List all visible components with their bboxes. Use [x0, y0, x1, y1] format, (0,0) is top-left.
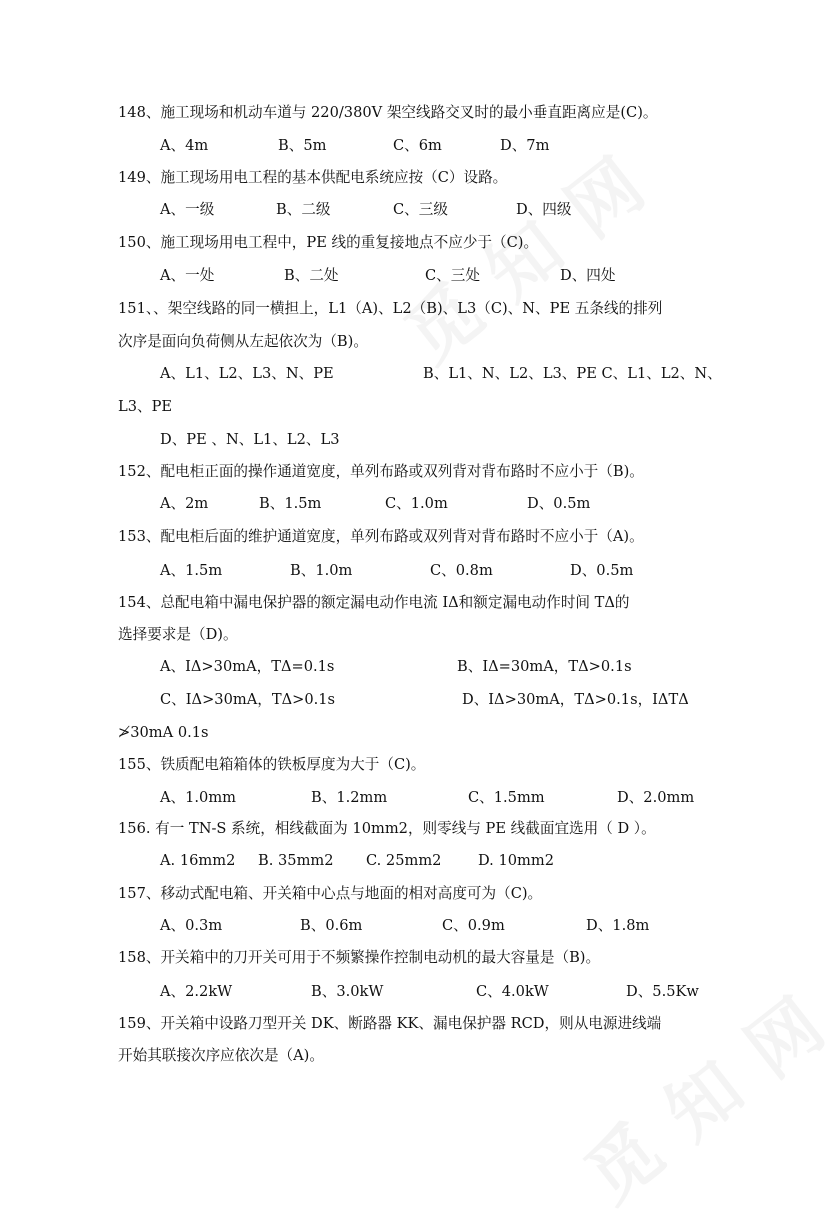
- question-155-option-b: B、1.2mm: [311, 789, 388, 806]
- question-155-stem: 155、铁质配电箱箱体的铁板厚度为大于（C)。: [118, 756, 426, 773]
- question-157-option-a: A、0.3m: [160, 917, 223, 934]
- question-148-option-d: D、7m: [500, 137, 550, 154]
- question-157-stem: 157、移动式配电箱、开关箱中心点与地面的相对高度可为（C)。: [118, 885, 543, 902]
- question-150-stem: 150、施工现场用电工程中，PE 线的重复接地点不应少于（C)。: [118, 234, 539, 251]
- question-155-option-d: D、2.0mm: [617, 789, 695, 806]
- question-157-option-d: D、1.8m: [586, 917, 650, 934]
- question-151-option-d: D、PE 、N、L1、L2、L3: [160, 431, 340, 448]
- question-151-stem-line1: 151、、架空线路的同一横担上，L1（A)、L2（B)、L3（C)、N、PE 五条线的排列: [118, 300, 663, 317]
- question-156-option-a: A. 16mm2: [160, 852, 236, 869]
- question-151-option-a: A、L1、L2、L3、N、PE: [160, 365, 334, 382]
- question-150-option-b: B、二处: [284, 267, 339, 284]
- question-158-option-a: A、2.2kW: [160, 983, 233, 1000]
- question-153-option-c: C、0.8m: [430, 562, 493, 579]
- question-150-option-a: A、一处: [160, 267, 215, 284]
- question-156-option-c: C. 25mm2: [366, 852, 442, 869]
- question-149-option-d: D、四级: [516, 201, 572, 218]
- question-149-option-b: B、二级: [276, 201, 331, 218]
- question-154-option-d-wrap: ≯30mA 0.1s: [118, 724, 209, 741]
- question-148-stem: 148、施工现场和机动车道与 220/380V 架空线路交叉时的最小垂直距离应是(C)。: [118, 104, 658, 121]
- question-150-option-c: C、三处: [425, 267, 480, 284]
- question-155-option-c: C、1.5mm: [468, 789, 545, 806]
- question-152-option-b: B、1.5m: [259, 495, 322, 512]
- question-158-option-c: C、4.0kW: [476, 983, 549, 1000]
- question-157-option-b: B、0.6m: [300, 917, 363, 934]
- question-153-option-d: D、0.5m: [570, 562, 634, 579]
- question-149-option-c: C、三级: [393, 201, 448, 218]
- question-153-option-b: B、1.0m: [290, 562, 353, 579]
- question-158-option-b: B、3.0kW: [311, 983, 384, 1000]
- question-159-stem-line2: 开始其联接次序应依次是（A)。: [118, 1047, 324, 1064]
- question-154-stem-line1: 154、总配电箱中漏电保护器的额定漏电动作电流 IΔ和额定漏电动作时间 TΔ的: [118, 594, 630, 611]
- question-157-option-c: C、0.9m: [442, 917, 505, 934]
- question-154-option-a: A、IΔ>30mA，TΔ=0.1s: [160, 658, 335, 675]
- question-154-option-c: C、IΔ>30mA，TΔ>0.1s: [160, 691, 336, 708]
- question-155-option-a: A、1.0mm: [160, 789, 237, 806]
- question-159-stem-line1: 159、开关箱中设路刀型开关 DK、断路器 KK、漏电保护器 RCD，则从电源进线端: [118, 1015, 662, 1032]
- question-149-stem: 149、施工现场用电工程的基本供配电系统应按（C）设路。: [118, 169, 508, 186]
- question-158-stem: 158、开关箱中的刀开关可用于不频繁操作控制电动机的最大容量是（B)。: [118, 949, 601, 966]
- question-151-option-b-c: B、L1、N、L2、L3、PE C、L1、L2、N、: [423, 365, 722, 382]
- question-154-option-d: D、IΔ>30mA，TΔ>0.1s，IΔTΔ: [462, 691, 689, 708]
- question-156-stem: 156. 有一 TN-S 系统，相线截面为 10mm2，则零线与 PE 线截面宜选用（ D ）。: [118, 820, 656, 837]
- question-152-stem: 152、配电柜正面的操作通道宽度，单列布路或双列背对背布路时不应小于（B)。: [118, 463, 644, 480]
- question-152-option-d: D、0.5m: [527, 495, 591, 512]
- question-151-option-c-wrap: L3、PE: [118, 398, 173, 415]
- question-152-option-c: C、1.0m: [385, 495, 448, 512]
- question-158-option-d: D、5.5Kw: [626, 983, 699, 1000]
- question-149-option-a: A、一级: [160, 201, 215, 218]
- question-156-option-d: D. 10mm2: [478, 852, 554, 869]
- question-154-option-b: B、IΔ=30mA，TΔ>0.1s: [457, 658, 632, 675]
- question-148-option-b: B、5m: [278, 137, 327, 154]
- question-154-stem-line2: 选择要求是（D)。: [118, 626, 238, 643]
- question-148-option-c: C、6m: [393, 137, 442, 154]
- question-148-option-a: A、4m: [160, 137, 209, 154]
- question-153-stem: 153、配电柜后面的维护通道宽度，单列布路或双列背对背布路时不应小于（A)。: [118, 528, 644, 545]
- question-151-stem-line2: 次序是面向负荷侧从左起依次为（B)。: [118, 333, 368, 350]
- question-152-option-a: A、2m: [160, 495, 209, 512]
- question-156-option-b: B. 35mm2: [258, 852, 334, 869]
- question-150-option-d: D、四处: [560, 267, 616, 284]
- question-153-option-a: A、1.5m: [160, 562, 223, 579]
